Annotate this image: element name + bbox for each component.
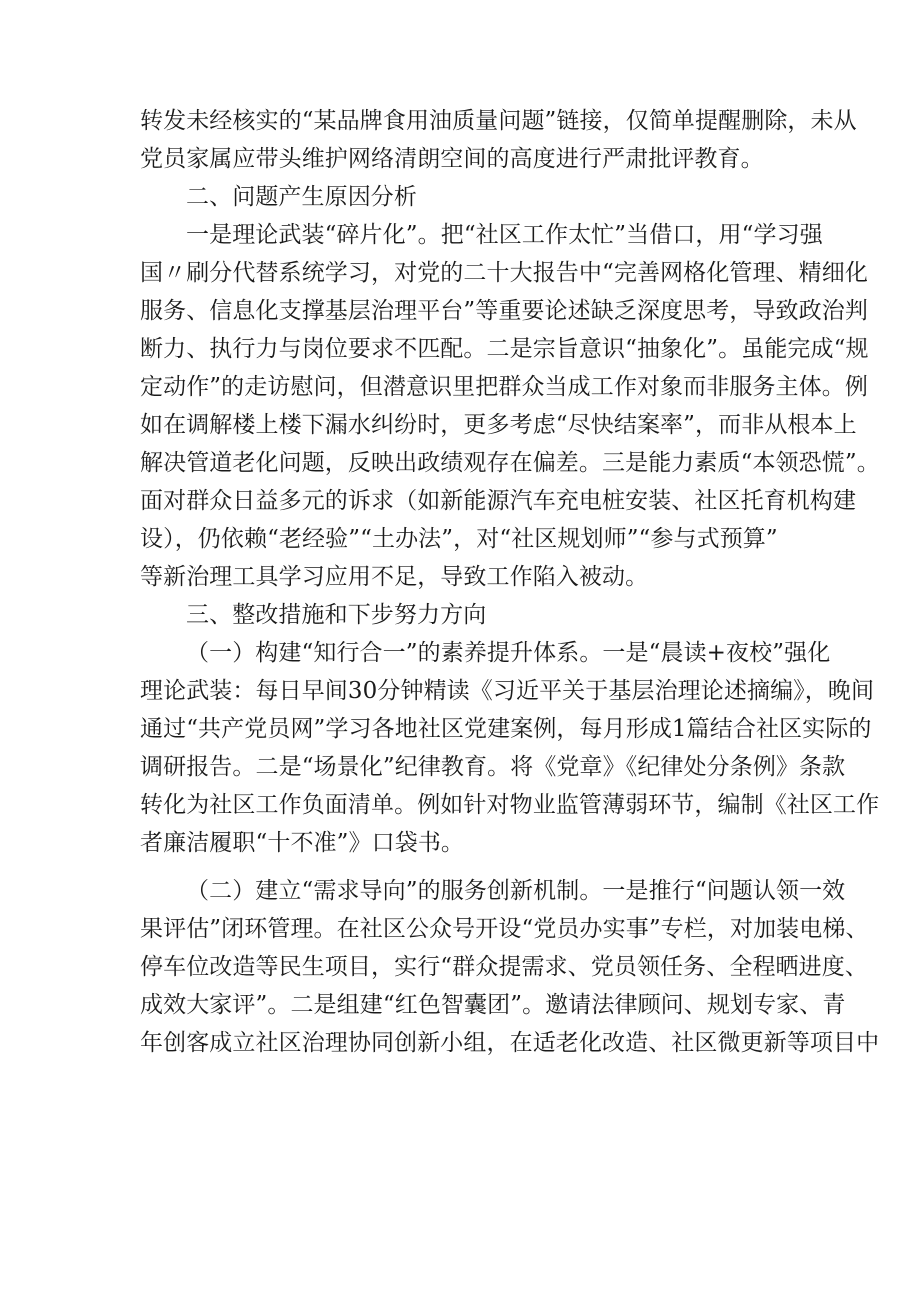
heading-text: 二、问题产生原因分析 [186, 184, 417, 210]
text-line: （一）构建“知行合一”的素养提升体系。一是“晨读+夜校”强化 [186, 640, 831, 666]
text-line: 成效大家评”。二是组建“红色智囊团”。邀请法律顾问、规划专家、青 [140, 992, 846, 1018]
paragraph-measure-two [140, 872, 880, 1062]
text-line: 解决管道老化问题，反映出政绩观存在偏差。三是能力素质“本领恐慌”。 [140, 450, 880, 476]
text-line: 果评估”闭环管理。在社区公众号开设“党员办实事”专栏，对加装电梯、 [140, 916, 869, 942]
section-heading-measures [140, 596, 795, 634]
text-line: 断力、执行力与岗位要求不匹配。二是宗旨意识“抽象化”。虽能完成“规 [140, 336, 869, 362]
text-line: （二）建立“需求导向”的服务创新机制。一是推行“问题认领一效 [186, 878, 846, 904]
text-line: 等新治理工具学习应用不足，导致工作陷入被动。 [140, 564, 649, 590]
text-line: 党员家属应带头维护网络清朗空间的高度进行严肃批评教育。 [140, 146, 764, 172]
text-line: 设），仍依赖“老经验”“土办法”，对“社区规划师”“参与式预算” [140, 526, 778, 552]
text-line: 服务、信息化支撑基层治理平台”等重要论述缺乏深度思考，导致政治判 [140, 298, 868, 324]
text-line: 调研报告。二是“场景化”纪律教育。将《党章》《纪律处分条例》条款 [140, 754, 846, 780]
text-line: 者廉洁履职“十不准”》口袋书。 [140, 830, 465, 856]
text-line: 停车位改造等民生项目，实行“群众提需求、党员领任务、全程晒进度、 [140, 954, 868, 980]
paragraph-spacer [140, 862, 795, 872]
paragraph-continuation [140, 102, 857, 178]
text-line: 转化为社区工作负面清单。例如针对物业监管薄弱环节，编制《社区工作 [140, 792, 880, 818]
text-line: 定动作”的走访慰问，但潜意识里把群众当成工作对象而非服务主体。例 [140, 374, 868, 400]
text-line: 通过“共产党员网”学习各地社区党建案例，每月形成1篇结合社区实际的 [140, 716, 872, 742]
text-line: 如在调解楼上楼下漏水纠纷时，更多考虑“尽快结案率”，而非从根本上 [140, 412, 857, 438]
text-line: 一是理论武装“碎片化”。把“社区工作太忙”当借口，用“学习强 [186, 222, 823, 248]
section-heading-causes [140, 178, 795, 216]
heading-text: 三、整改措施和下步努力方向 [186, 602, 487, 628]
document-body [140, 102, 880, 1062]
paragraph-measure-one [140, 634, 880, 862]
text-line: 转发未经核实的“某品牌食用油质量问题”链接，仅简单提醒删除，未从 [140, 108, 857, 134]
text-line: 年创客成立社区治理协同创新小组，在适老化改造、社区微更新等项目中 [140, 1030, 880, 1056]
text-line: 国〃刷分代替系统学习，对党的二十大报告中“完善网格化管理、精细化 [140, 260, 868, 286]
text-line: 理论武装：每日早间30分钟精读《习近平关于基层治理论述摘编》，晚间 [140, 678, 875, 704]
paragraph-causes [140, 216, 880, 596]
text-line: 面对群众日益多元的诉求（如新能源汽车充电桩安装、社区托育机构建 [140, 488, 857, 514]
